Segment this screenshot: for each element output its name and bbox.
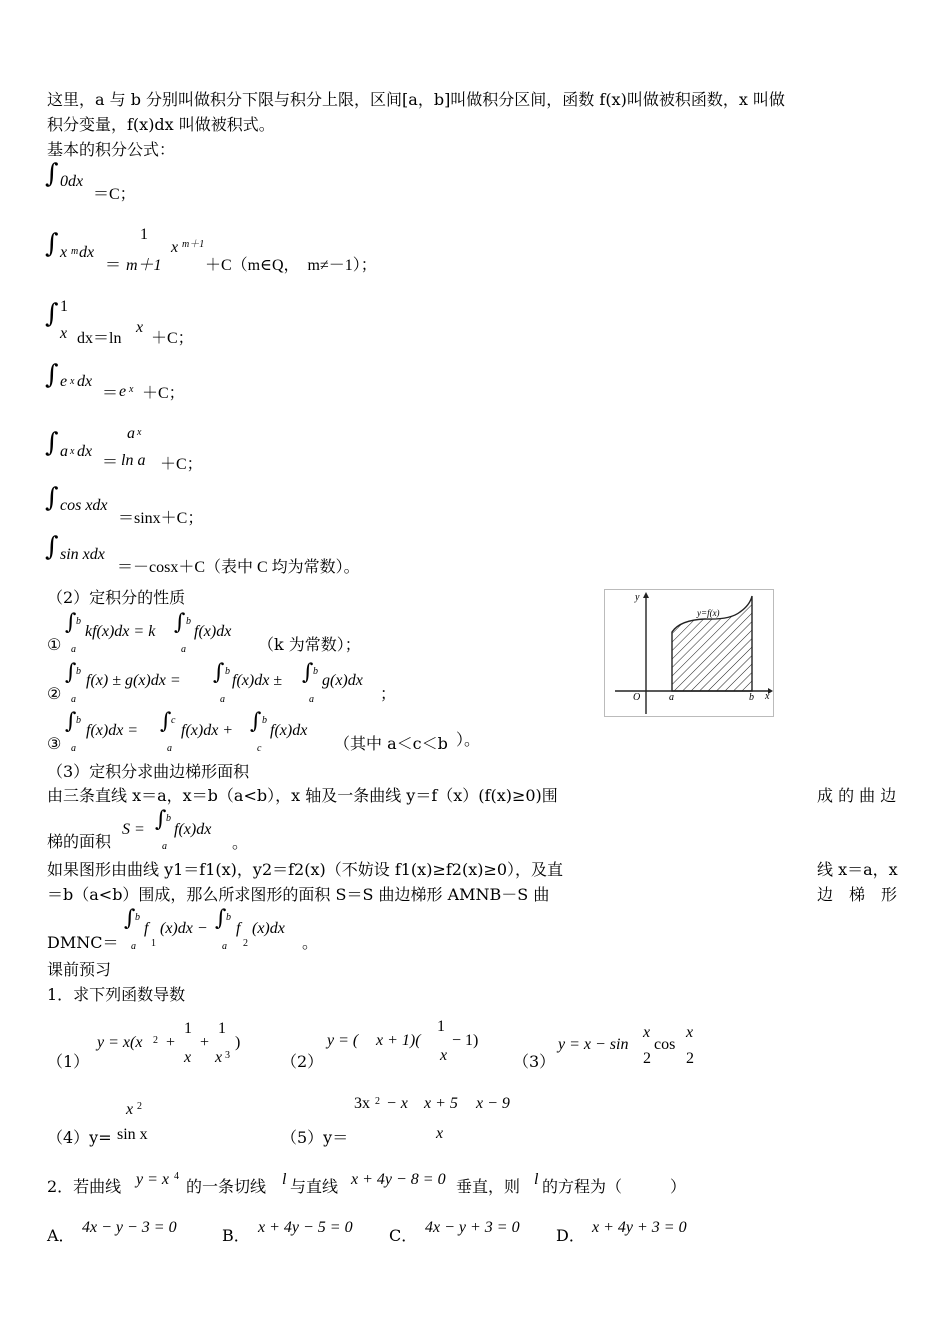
plus: + [200,1034,210,1051]
close: ) [235,1034,241,1051]
area-line-1: 由三条直线 x＝a，x＝b（a<b），x 轴及一条曲线 y＝f（x）(f(x)≥0)围 [47,786,558,805]
y-arrow [643,592,649,598]
frac1-num: 1 [184,1020,192,1037]
number: （2） [281,1052,324,1071]
rhs: f(x)dx [270,722,308,739]
fraction-numerator: 1 [60,298,68,315]
frac2-num: x [686,1024,694,1041]
area-line-4: ＝b（a<b）围成，那么所求图形的面积 S＝S 曲边梯形 AMNB－S 曲 [47,885,550,904]
curve-label: y=f(x) [697,608,720,618]
area-integrand: f(x)dx [174,821,212,838]
cos: cos [654,1036,676,1053]
tail: (x)dx [252,920,285,937]
integrand-base: e [60,373,68,390]
integral-sign: ∫ [45,532,59,562]
integral-sign: ∫ [124,906,136,931]
preview-title: 课前预习 [47,960,112,979]
y-axis-label: y [635,592,640,603]
expr: y = x(x [97,1034,143,1051]
result: ＝C； [93,186,136,203]
integrand: cos xdx [60,497,108,514]
numerator-c: x + 5 [424,1095,458,1112]
rhs: g(x)dx [322,672,363,689]
option-d-label[interactable]: D． [556,1226,585,1245]
option-a-equation[interactable]: 4x − y − 3 = 0 [82,1219,177,1236]
upper-limit: c [171,715,176,726]
f1: f [144,920,149,937]
integral-sign: ∫ [65,610,77,635]
lower-limit: a [131,941,136,952]
b-label: b [749,692,754,703]
area-graph [605,590,773,716]
tail: ＋C； [151,330,194,347]
lower-limit: a [71,694,76,705]
intro-line-2: 积分变量，f(x)dx 叫做被积式。 [47,115,275,134]
f2: f [236,920,241,937]
area-line-1-right: 成 的 曲 边 [817,786,897,805]
power-exp: m＋1 [182,239,205,250]
upper-limit: b [226,912,231,923]
integral-sign: ∫ [45,229,59,259]
option-b-label[interactable]: B． [222,1226,250,1245]
numerator-a: 3x [354,1095,370,1112]
frac2-den-exp: 3 [225,1050,230,1061]
end: 。 [302,933,319,952]
power-base: x [171,239,179,256]
mark: ① [47,635,62,654]
lhs: f(x) ± g(x)dx = [86,672,181,689]
upper-limit: b [313,666,318,677]
tail: ； [380,684,397,703]
numerator-exp: 2 [375,1096,380,1107]
integral-sign: ∫ [45,483,59,513]
note: （k 为常数）； [258,635,361,654]
lower-limit: c [257,743,262,754]
option-c-equation[interactable]: 4x − y + 3 = 0 [425,1219,520,1236]
equals: ＝ [102,385,119,402]
line-eq: x + 4y − 8 = 0 [351,1171,446,1188]
numerator-d: x − 9 [476,1095,510,1112]
exp: 2 [153,1035,158,1046]
frac2-num: 1 [218,1020,226,1037]
lower-limit: a [167,743,172,754]
denominator: x [436,1125,444,1142]
integrand-exp: x [70,376,75,387]
frac1-den: x [184,1049,192,1066]
integral-sign: ∫ [302,660,314,685]
integral-sign: ∫ [213,660,225,685]
curve-exp: 4 [174,1171,179,1182]
expr-b: x + 1)( [376,1032,421,1049]
frac-num: 1 [437,1018,445,1035]
frac2-den: x [215,1049,223,1066]
option-b-equation[interactable]: x + 4y − 5 = 0 [258,1219,353,1236]
prefix: DMNC＝ [47,933,119,952]
integral-sign: ∫ [45,159,59,189]
result: ＝sinx＋C； [118,510,204,527]
formulas-title: 基本的积分公式： [47,140,176,159]
mid-3: 垂直，则 [456,1177,521,1196]
argument: x [136,319,144,336]
area-line-3: 如果图形由曲线 y1＝f1(x)，y2＝f2(x)（不妨设 f1(x)≥f2(x)≥0），及直 [47,860,564,879]
area-line-4-right: 边 梯 形 [817,885,898,904]
integrand-dx: dx [77,373,93,390]
option-c-label[interactable]: C． [389,1226,418,1245]
upper-limit: b [76,666,81,677]
frac-den: x [440,1047,448,1064]
upper-limit: b [76,616,81,627]
denominator: sin x [117,1126,148,1143]
integral-sign: ∫ [155,807,167,832]
tangent-l-2: l [534,1171,539,1188]
upper-limit: b [262,715,267,726]
expr: y = ( [327,1032,359,1049]
number: （3） [513,1052,556,1071]
integrand: sin xdx [60,546,105,563]
integral-sign: ∫ [174,610,186,635]
integral-sign: ∫ [160,709,172,734]
integral-sign: ∫ [65,709,77,734]
equals: ＝ [105,257,122,274]
upper-limit: b [225,666,230,677]
number: （1） [47,1052,90,1071]
frac2-den: 2 [686,1050,694,1067]
upper-limit: b [166,813,171,824]
lower-limit: a [220,694,225,705]
integrand: 0dx [60,173,84,190]
numerator-b: − x [386,1095,408,1112]
area-formula-s: S = [122,821,145,838]
area-line-2-tail: 。 [232,833,249,852]
integrand-dx: dx [79,244,95,261]
tangent-l: l [282,1171,287,1188]
integral-sign: ∫ [45,299,59,329]
number: （5）y＝ [281,1128,349,1147]
frac1-num: x [643,1024,651,1041]
fraction-denominator: m＋1 [126,257,162,274]
expr-c: − 1) [452,1032,479,1049]
tail: 的方程为（ ） [542,1177,687,1196]
integral-sign: ∫ [65,660,77,685]
prefix: 2．若曲线 [47,1177,122,1196]
integrand-exp: x [70,446,75,457]
area-figure [604,589,774,717]
denominator: ln a [121,452,146,469]
lhs: kf(x)dx = k [85,623,156,640]
mid-1: 的一条切线 [186,1177,267,1196]
integrand-base: x [60,244,68,261]
result: ＝－cosx＋C（表中 C 均为常数）。 [117,559,360,576]
mid-2: 与直线 [290,1177,339,1196]
origin-label: O [633,692,641,703]
sub1: 1 [151,938,156,949]
a-label: a [669,692,674,703]
option-a-label[interactable]: A． [47,1226,75,1245]
tail: ＋C（m∈Q， m≠－1）； [205,257,377,274]
x-axis-label: x [765,691,770,702]
area-line-2-prefix: 梯的面积 [47,832,112,851]
tail: ＋C； [142,385,185,402]
integrand-dx: dx [77,443,93,460]
lower-limit: a [309,694,314,705]
upper-limit: b [135,912,140,923]
number: （4）y= [47,1128,112,1147]
area-line-3-right: 线 x＝a，x [817,860,898,879]
lower-limit: a [222,941,227,952]
sub2: 2 [243,938,248,949]
intro-line-1: 这里，a 与 b 分别叫做积分下限与积分上限，区间[a，b]叫做积分区间，函数 f(x)叫做被积函数，x 叫做 [47,90,785,109]
area-title: （3）定积分求曲边梯形面积 [47,762,250,781]
middle: dx＝ln [77,330,122,347]
rhs: f(x)dx [194,623,232,640]
question-1-title: 1．求下列函数导数 [47,985,186,1004]
note-close: ）。 [456,730,481,749]
integral-sign: ∫ [45,360,59,390]
fraction-denominator: x [60,325,68,342]
curve: y = x [136,1171,169,1188]
numerator-base: a [127,425,135,442]
fraction-numerator: 1 [140,226,148,243]
plus: + [166,1034,176,1051]
mark: ② [47,684,62,703]
mark: ③ [47,734,62,753]
upper-limit: b [76,715,81,726]
integrand-base: a [60,443,68,460]
equals: ＝ [102,454,119,471]
lower-limit: a [162,841,167,852]
note: （其中 a＜c＜b [334,734,448,753]
numerator-exp: 2 [137,1101,142,1112]
lower-limit: a [181,644,186,655]
frac1-den: 2 [643,1050,651,1067]
result-exp: x [129,384,134,395]
lower-limit: a [71,743,76,754]
lower-limit: a [71,644,76,655]
lhs: f(x)dx = [86,722,139,739]
option-d-equation[interactable]: x + 4y + 3 = 0 [592,1219,687,1236]
tail: ＋C； [160,456,203,473]
result-base: e [119,383,127,400]
integral-sign: ∫ [215,906,227,931]
middle: f(x)dx ± [232,672,283,689]
numerator: x [126,1101,134,1118]
middle: f(x)dx + [181,722,234,739]
numerator-exp: x [137,427,142,438]
middle: (x)dx − [160,920,208,937]
upper-limit: b [186,616,191,627]
integrand-exp: m [71,246,79,257]
expr: y = x − sin [558,1036,629,1053]
integral-sign: ∫ [250,709,262,734]
integral-sign: ∫ [45,428,59,458]
properties-title: （2）定积分的性质 [47,588,186,607]
